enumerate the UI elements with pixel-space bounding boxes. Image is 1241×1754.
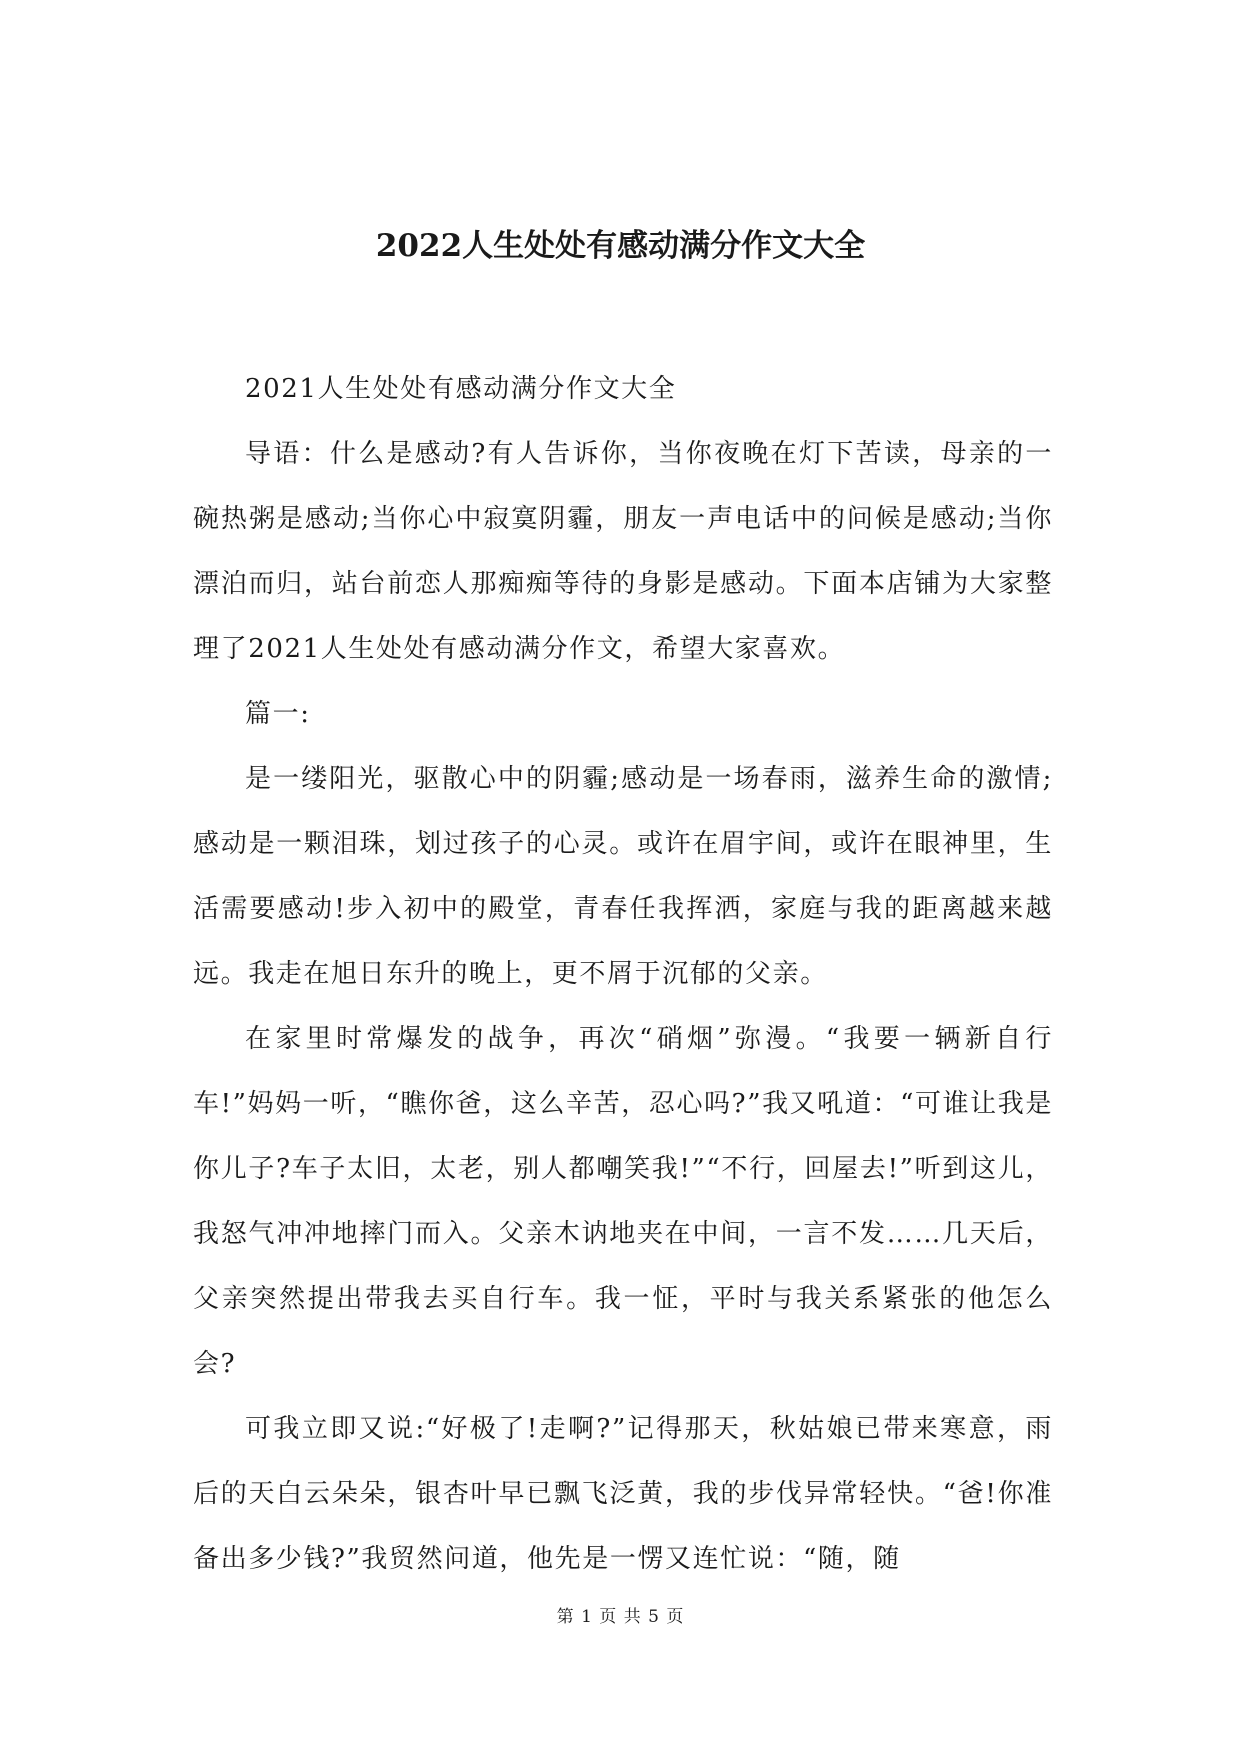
paragraph-section-heading: 篇一: — [245, 699, 311, 729]
document-body — [193, 357, 1053, 1592]
paragraph-subtitle: 2021人生处处有感动满分作文大全 — [245, 374, 677, 404]
paragraph-body: 在家里时常爆发的战争，再次“硝烟”弥漫。“我要一辆新自行车!”妈妈一听，“瞧你爸，这么辛苦，忍心吗?”我又吼道：“可谁让我是你儿子?车子太旧，太老，别人都嘲笑我!”“不行，回屋去!”听到这儿，我怒气冲冲地摔门而入。父亲木讷地夹在中间，一言不发……几天后，父亲突然提出带我去买自行车。我一怔，平时与我关系紧张的他怎么会? — [193, 1024, 1053, 1379]
paragraph-body: 是一缕阳光，驱散心中的阴霾;感动是一场春雨，滋养生命的激情;感动是一颗泪珠，划过孩子的心灵。或许在眉宇间，或许在眼神里，生活需要感动!步入初中的殿堂，青春任我挥洒，家庭与我的距离越来越远。我走在旭日东升的晚上，更不屑于沉郁的父亲。 — [193, 764, 1053, 989]
paragraph-intro: 导语：什么是感动?有人告诉你，当你夜晚在灯下苦读，母亲的一碗热粥是感动;当你心中寂寞阴霾，朋友一声电话中的问候是感动;当你漂泊而归，站台前恋人那痴痴等待的身影是感动。下面本店铺为大家整理了2021人生处处有感动满分作文，希望大家喜欢。 — [193, 439, 1053, 664]
paragraph-body: 可我立即又说:“好极了!走啊?”记得那天，秋姑娘已带来寒意，雨后的天白云朵朵，银杏叶早已飘飞泛黄，我的步伐异常轻快。“爸!你准备出多少钱?”我贸然问道，他先是一愣又连忙说：“随，随 — [193, 1414, 1053, 1574]
page-number-footer: 第 1 页 共 5 页 — [556, 1607, 685, 1627]
document-title: 2022人生处处有感动满分作文大全 — [375, 228, 866, 264]
